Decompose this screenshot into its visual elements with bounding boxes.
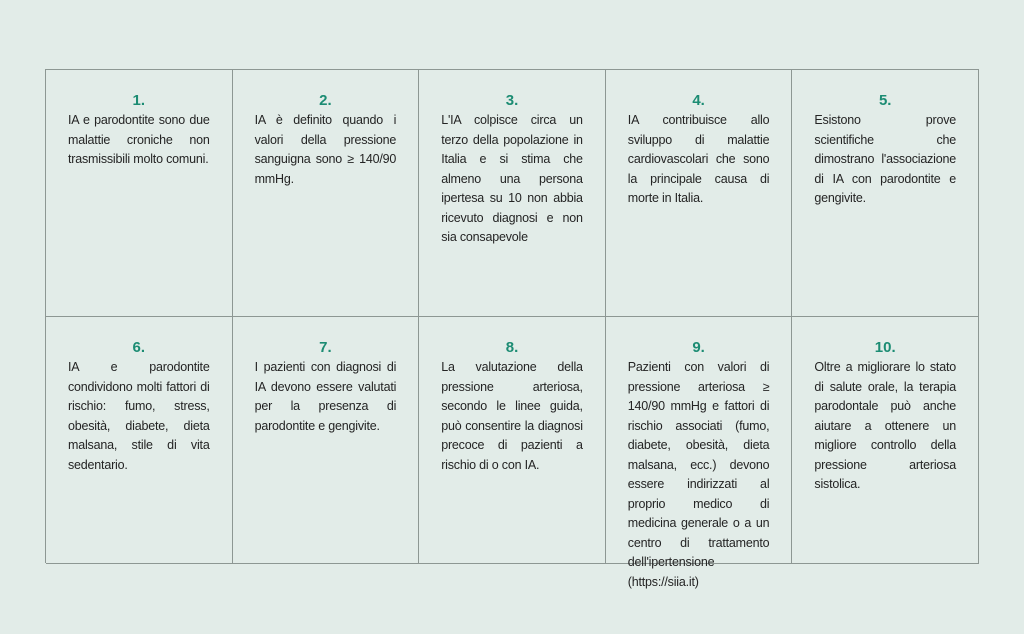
cell-number: 7. (319, 339, 332, 356)
cell-number: 9. (692, 339, 705, 356)
grid-cell-1 (46, 70, 233, 317)
grid-cell-10 (792, 317, 979, 564)
cell-number: 3. (505, 92, 519, 109)
cell-number: 6. (132, 339, 146, 356)
cell-text: IA e parodontite sono due malattie croniche non trasmissibili molto comuni. (68, 113, 210, 166)
cell-number: 10. (874, 339, 896, 356)
grid-cell-6 (46, 317, 233, 564)
grid-cell-7 (233, 317, 420, 564)
cell-number: 2. (319, 92, 332, 109)
cell-text: L'IA colpisce circa un terzo della popolazione in Italia e si stima che almeno una persona ipertesa su 10 non abbia ricevuto diagnosi e non sia consapevole (441, 113, 583, 244)
cell-number: 1. (132, 92, 146, 109)
cell-number: 8. (505, 339, 519, 356)
cell-text: IA è definito quando i valori della pressione sanguigna sono ≥ 140/90 mmHg. (254, 113, 397, 186)
cell-text: IA e parodontite condividono molti fattori di rischio: fumo, stress, obesità, diabete, dieta malsana, stile di vita sedentario. (68, 360, 210, 472)
cell-text: La valutazione della pressione arteriosa, secondo le linee guida, può consentire la diagnosi precoce di pazienti a rischio di o con IA. (441, 360, 583, 472)
grid-cell-9 (606, 317, 793, 589)
cell-number: 4. (692, 92, 705, 109)
info-grid (45, 69, 979, 589)
cell-number: 5. (878, 92, 892, 109)
cell-text: Pazienti con valori di pressione arteriosa ≥ 140/90 mmHg e fattori di rischio associati (fumo, diabete, obesità, dieta malsana, ecc.) devono essere indirizzati al proprio medico di medicina generale o a un centro di trattamento dell'ipertensione (https://siia.it) (627, 360, 770, 589)
cell-text: Esistono prove scientifiche che dimostrano l'associazione di IA con parodontite e gengivite. (814, 113, 956, 205)
cell-text: I pazienti con diagnosi di IA devono essere valutati per la presenza di parodontite e gengivite. (254, 360, 397, 433)
grid-cell-4 (606, 70, 793, 317)
grid-cell-3 (419, 70, 606, 317)
grid-cell-8 (419, 317, 606, 564)
grid-cell-2 (233, 70, 420, 317)
grid-cell-5 (792, 70, 979, 317)
cell-text: IA contribuisce allo sviluppo di malattie cardiovascolari che sono la principale causa di morte in Italia. (627, 113, 770, 205)
cell-text: Oltre a migliorare lo stato di salute orale, la terapia parodontale può anche aiutare a ottenere un migliore controllo della pressione arteriosa sistolica. (814, 360, 956, 491)
